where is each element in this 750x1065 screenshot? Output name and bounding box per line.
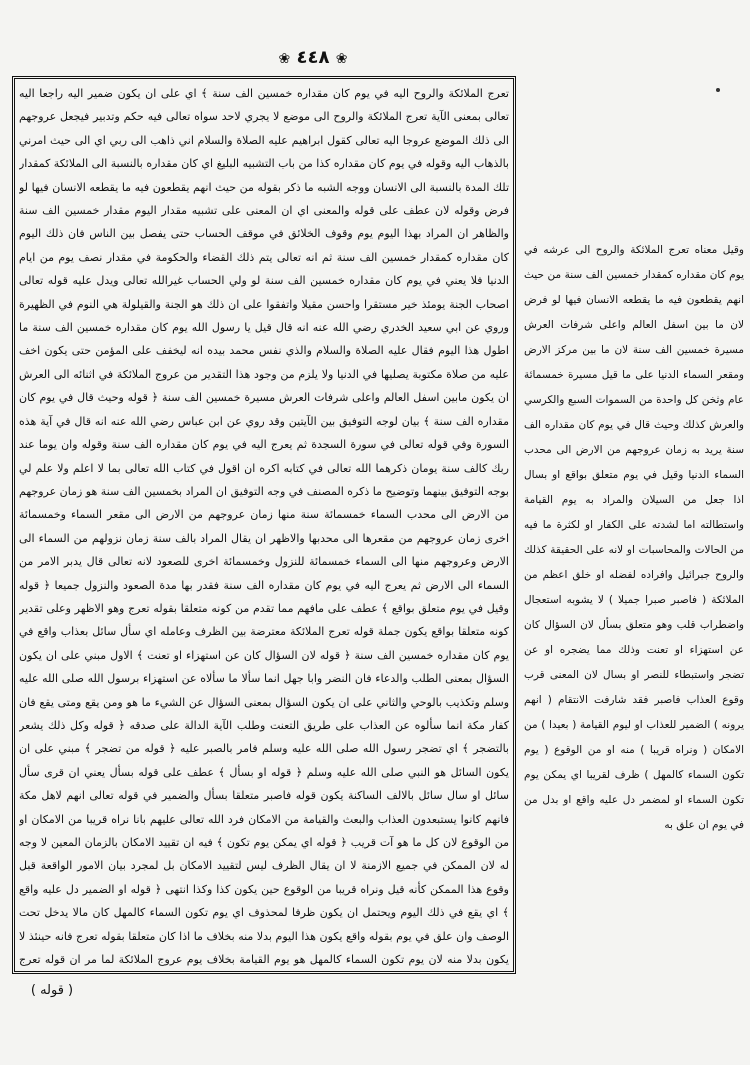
page-number-value: ٤٤٨ bbox=[296, 47, 330, 68]
ornament-left: ❀ bbox=[278, 51, 291, 67]
main-commentary-paragraph: تعرج الملائكة والروح اليه في يوم كان مقداره خمسين الف سنة ﴾ اي على ان يكون ضمير اليه راجعا اليه تعالى بمعنى الآية تعرج الملائكة والروح الى موضع لا يجري لاحد سواه تعالى فيه حكم وتدبير فيجعل عروجهم الى ذلك الموضع عروجا اليه تعالى كقول ابراهيم عليه الصلاة والسلام اني ذاهب الى ربي اي الى حيث امرني بالذهاب اليه وقوله في يوم كان مقداره كذا من باب التشبيه البليغ اي كان مقداره بالنسبة الى الملائكة كمقدار تلك المدة بالنسبة الى الانسان ووجه الشبه ما ذكر بقوله من حيث انهم يقطعون فيه ما يقطعه الانسان فيها لو فرض وقوله لان عطف على قوله والمعنى اي ان المعنى على تشبيه مقدار اليوم مقدار خمسين الف سنة والظاهر ان المراد بهذا اليوم يوم وقوف الخلائق في موقف الحساب حتى يفصل بين الناس فان ذلك اليوم كان مقداره كمقدار خمسين الف سنة ثم انه تعالى يتم ذلك القضاء والحكومة في مقدار نصف يوم من ايام الدنيا فلا يعني في يوم كان مقداره خمسين الف سنة لو ولي الحساب غيرالله تعالى ويدل عليه قوله تعالى اصحاب الجنة يومئذ خير مستقرا واحسن مقيلا واتفقوا على ان ذلك هو الجنة والقيلولة هي النوم في الظهيرة وروي عن ابي سعيد الخدري رضي الله عنه انه قال قيل يا رسول الله يوم كان مقداره خمسين الف سنة ما اطول هذا اليوم فقال عليه الصلاة والسلام والذي نفس محمد بيده انه ليخفف على المؤمن حتى يكون اخف عليه من صلاة مكتوبة يصليها في الدنيا ولا يلزم من وجود هذا التقدير من عروج الملائكة في اثنائه الى العرش ان يكون مابين اسفل العالم واعلى شرفات العرش مسيرة خمسين الف سنة ﴿ قوله وحيث قال في يوم كان مقداره الف سنة ﴾ بيان لوجه التوفيق بين الآيتين وقد روي عن ابن عباس رضي الله عنه انه قال في آية هذه السورة وفي قوله تعالى في سورة السجدة ثم يعرج اليه في يوم كان مقداره الف سنة وقوله وان يوما عند ربك كالف سنة يومان ذكرهما الله تعالى في كتابه اكره ان اقول في كتاب الله تعالى بما لا اعلم ولا علم لي بوجه التوفيق بينهما وتوضيح ما ذكره المصنف في وجه التوفيق ان المراد بخمسين الف سنة هو زمان عروجهم من الارض الى محدب السماء خمسمائة سنة منها زمان عروجهم من الارض الى مقعر السماء وخمسمائة اخرى زمان عروجهم من مقعرها الى محدبها والاظهر ان يقال المراد بالف سنة زمان نزولهم من السماء الى الارض وعروجهم منها الى السماء خمسمائة للنزول وخمسمائة اخرى للصعود لانه تعالى قال يدبر الامر من السماء الى الارض ثم يعرج اليه في يوم كان مقداره الف سنة فقدر بها مدة الصعود والنزول جميعا ﴿ قوله وقيل في يوم متعلق بواقع ﴾ عطف على مافهم مما تقدم من كونه متعلقا بقوله تعرج وهو الاظهر وعلى تقدير كونه متعلقا بواقع يكون جملة قوله تعرج الملائكة معترضة بين الظرف وعامله اي سأل سائل بعذاب واقع في يوم كان مقداره خمسين الف سنة ﴿ قوله لان السؤال كان عن استهزاء او تعنت ﴾ الاول مبني على ان يكون السؤال بمعنى الطلب والدعاء فان النضر وابا جهل انما سألا ما سألاه عن استهزاء برسول الله صلى الله عليه وسلم وتكذيب بالوحي والثاني على ان يكون السؤال بمعنى السؤال عن الشيء ما هو ومن يقع ومتى يقع فان كفار مكة انما سألوه عن العذاب على طريق التعنت وطلب الآية الدالة على صدقه ﴿ قوله وكل ذلك يشعر بالتضجر ﴾ اي تضجر رسول الله صلى الله عليه وسلم فامر بالصبر عليه ﴿ قوله من تضجر ﴾ مبني على ان يكون السائل هو النبي صلى الله عليه وسلم ﴿ قوله او بسأل ﴾ عطف على قوله بسأل يعني ان قرى سأل سائل او سال سائل بالالف الساكنة يكون قوله فاصبر متعلقا بسأل والضمير في قوله تعالى انهم لاهل مكة فانهم كانوا يستبعدون العذاب والبعث والقيامة من الامكان فرد الله تعالى عليهم بانا نراه قريبا من الامكان او من الوقوع لان كل ما هو آت قريب ﴿ قوله اي يمكن يوم تكون ﴾ فيه ان تقييد الامكان بالزمان المعين لا وجه له لان الممكن في جميع الازمنة لا ان يقال الظرف ليس لتقييد الامكان بل لمجرد بيان الامور الواقعة قبل وقوع هذا الممكن كأنه قيل ونراه قريبا من الوقوع حين يكون كذا وكذا انتهى ﴿ قوله او الضمير دل عليه واقع ﴾ اي يقع في ذلك اليوم ويحتمل ان يكون ظرفا لمحذوف اي يوم تكون السماء كالمهل كان مالا يدخل تحت الوصف وان علق في يوم بقوله واقع يكون هذا اليوم بدلا منه بخلاف ما اذا كان متعلقا بقوله تعرج فانه حينئذ لا يكون بدلا منه لان يوم تكون السماء كالمهل هو يوم القيامة بخلاف يوم عروج الملائكة لما مر ان قوله تعرج bbox=[19, 87, 509, 967]
catchword: ( قوله ) bbox=[30, 983, 74, 998]
page-number bbox=[228, 45, 398, 71]
margin-commentary-text bbox=[524, 238, 744, 878]
ornament-right: ❀ bbox=[335, 51, 348, 67]
ink-dot-mark bbox=[716, 88, 720, 92]
main-commentary-text bbox=[19, 82, 509, 968]
margin-commentary-paragraph: وقيل معناه تعرج الملائكة والروح الى عرشه في يوم كان مقداره كمقدار خمسين الف سنة من حيث انهم يقطعون فيه ما يقطعه الانسان فيها لو فرض لان ما بين اسفل العالم واعلى شرفات العرش مسيرة خمسين الف سنة لان ما بين مركز الارض ومقعر السماء الدنيا على ما قيل مسيرة خمسمائة عام وثخن كل واحدة من السموات السبع والكرسي والعرش كذلك وحيث قال في يوم كان مقداره الف سنة يريد به زمان عروجهم من الارض الى محدب السماء الدنيا وقيل في يوم متعلق بواقع او بسال اذا جعل من السيلان والمراد به يوم القيامة واستطالته اما لشدته على الكفار او لكثرة ما فيه من الحالات والمحاسبات او لانه على الحقيقة كذلك والروح جبرائيل وافراده لفضله او خلق اعظم من الملائكة ( فاصبر صبرا جميلا ) لا يشوبه استعجال واضطراب قلب وهو متعلق بسأل لان السؤال كان عن استهزاء او تعنت وذلك مما يضجره او عن تضجر واستبطاء للنصر او بسال لان المعنى قرب وقوع العذاب فاصبر فقد شارفت الانتقام ( انهم يرونه ) الضمير للعذاب او ليوم القيامة ( بعيدا ) من الامكان ( ونراه قريبا ) منه او من الوقوع ( يوم تكون السماء كالمهل ) ظرف لقريبا اي يمكن يوم تكون السماء او لمضمر دل عليه واقع او بدل من في يوم ان علق به bbox=[524, 244, 744, 831]
